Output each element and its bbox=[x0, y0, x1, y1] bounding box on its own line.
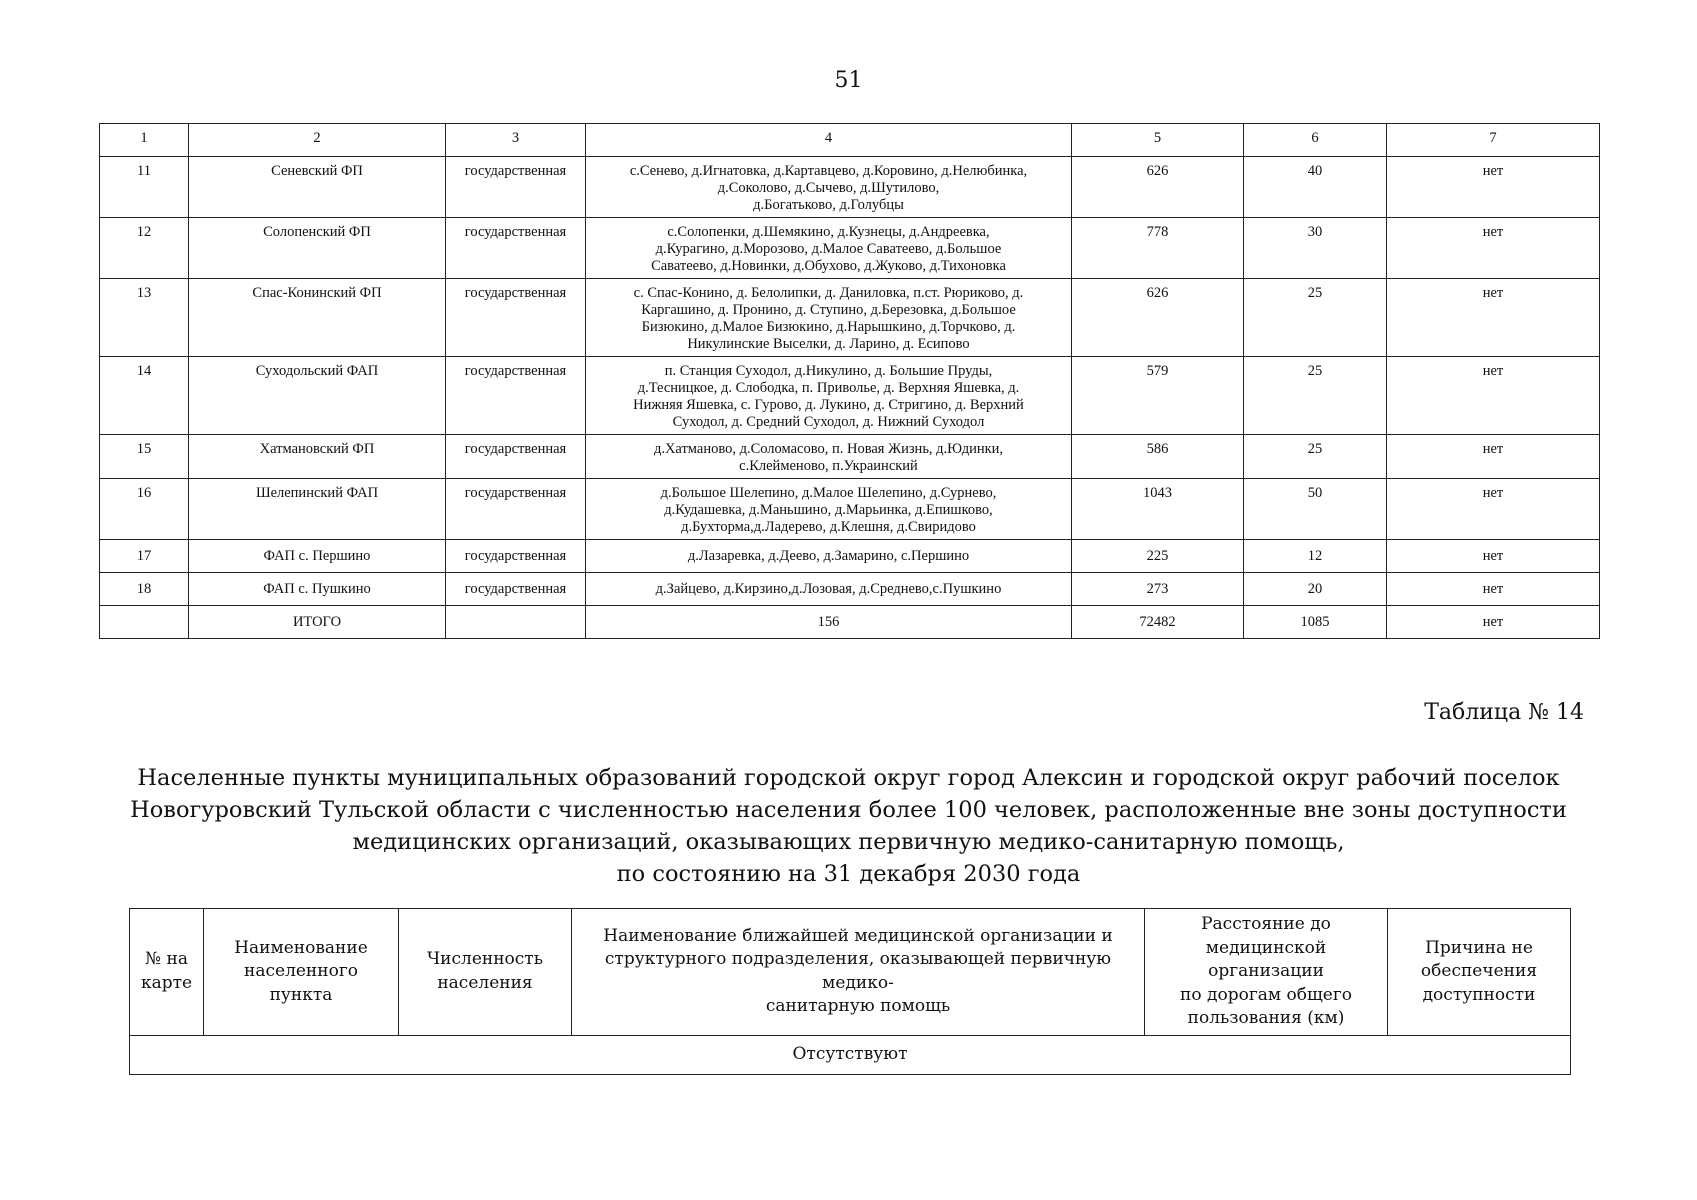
column-7-value: нет bbox=[1387, 573, 1600, 606]
column-5-value: 273 bbox=[1072, 573, 1244, 606]
settlements-line: с.Сенево, д.Игнатовка, д.Картавцево, д.Коровино, д.Нелюбинка, bbox=[629, 163, 1028, 179]
row-number: 15 bbox=[100, 435, 189, 479]
settlements-list bbox=[586, 435, 1072, 479]
settlements-line: Суходол, д. Средний Суходол, д. Нижний Суходол bbox=[672, 414, 985, 430]
facilities-table bbox=[99, 123, 1600, 639]
column-number: 2 bbox=[189, 124, 446, 157]
column-number: 4 bbox=[586, 124, 1072, 157]
settlements-line: п. Станция Суходол, д.Никулино, д. Большие Пруды, bbox=[664, 363, 993, 379]
header-distance: Расстояние до медицинской организации по дорогам общего пользования (км) bbox=[1145, 909, 1388, 1036]
column-7-value: нет bbox=[1387, 157, 1600, 218]
settlements-list bbox=[586, 218, 1072, 279]
table-row bbox=[100, 218, 1600, 279]
column-7-value: нет bbox=[1387, 357, 1600, 435]
column-7-value: нет bbox=[1387, 540, 1600, 573]
settlements-list bbox=[586, 357, 1072, 435]
settlements-line: д.Богатьково, д.Голубцы bbox=[753, 197, 904, 213]
column-5-value: 225 bbox=[1072, 540, 1244, 573]
ownership-type: государственная bbox=[446, 540, 586, 573]
settlements-list bbox=[586, 479, 1072, 540]
header-reason: Причина не обеспечения доступности bbox=[1388, 909, 1571, 1036]
total-row bbox=[100, 606, 1600, 639]
empty-row bbox=[130, 1035, 1571, 1074]
ownership-type: государственная bbox=[446, 218, 586, 279]
settlements-line: д.Зайцево, д.Кирзино,д.Лозовая, д.Среднево,с.Пушкино bbox=[655, 581, 1002, 597]
column-7-value: нет bbox=[1387, 435, 1600, 479]
column-5-value: 778 bbox=[1072, 218, 1244, 279]
column-number: 3 bbox=[446, 124, 586, 157]
column-6-value: 30 bbox=[1244, 218, 1387, 279]
column-5-value: 626 bbox=[1072, 279, 1244, 357]
column-number: 5 bbox=[1072, 124, 1244, 157]
column-7-value: нет bbox=[1387, 218, 1600, 279]
settlements-line: д.Курагино, д.Морозово, д.Малое Саватеево, д.Большое bbox=[655, 241, 1002, 257]
facility-name: Спас-Конинский ФП bbox=[189, 279, 446, 357]
ownership-type: государственная bbox=[446, 157, 586, 218]
total-column-7: нет bbox=[1387, 606, 1600, 639]
header-nearest-organization: Наименование ближайшей медицинской организации и структурного подразделения, оказывающей первичную медико- санитарную помощь bbox=[572, 909, 1145, 1036]
ownership-type: государственная bbox=[446, 357, 586, 435]
settlements-line: д.Кудашевка, д.Маньшино, д.Марьинка, д.Епишково, bbox=[664, 502, 993, 518]
column-5-value: 586 bbox=[1072, 435, 1244, 479]
settlements-line: Никулинские Выселки, д. Ларино, д. Есипово bbox=[687, 336, 970, 352]
header-settlement-name: Наименование населенного пункта bbox=[204, 909, 399, 1036]
column-number: 1 bbox=[100, 124, 189, 157]
settlements-line: д.Лазаревка, д.Деево, д.Замарино, с.Першино bbox=[687, 548, 970, 564]
section-title-line: по состоянию на 31 декабря 2030 года bbox=[616, 861, 1081, 887]
table-row bbox=[100, 540, 1600, 573]
header-map-number: № на карте bbox=[130, 909, 204, 1036]
row-number: 16 bbox=[100, 479, 189, 540]
empty-message: Отсутствуют bbox=[130, 1035, 1571, 1074]
settlements-list bbox=[586, 157, 1072, 218]
column-6-value: 25 bbox=[1244, 357, 1387, 435]
table-row bbox=[100, 435, 1600, 479]
table-number: Таблица № 14 bbox=[1424, 700, 1584, 725]
settlements-list bbox=[586, 573, 1072, 606]
settlements-line: с.Солопенки, д.Шемякино, д.Кузнецы, д.Андреевка, bbox=[667, 224, 990, 240]
total-empty-cell bbox=[100, 606, 189, 639]
inaccessible-settlements-table bbox=[129, 908, 1571, 1075]
settlements-line: с.Клейменово, п.Украинский bbox=[739, 458, 918, 474]
ownership-type: государственная bbox=[446, 573, 586, 606]
column-6-value: 25 bbox=[1244, 435, 1387, 479]
column-6-value: 40 bbox=[1244, 157, 1387, 218]
column-number: 7 bbox=[1387, 124, 1600, 157]
settlements-line: Нижняя Яшевка, с. Гурово, д. Лукино, д. Стригино, д. Верхний bbox=[633, 397, 1024, 413]
facility-name: ФАП с. Пушкино bbox=[189, 573, 446, 606]
settlements-line: Саватеево, д.Новинки, д.Обухово, д.Жуково, д.Тихоновка bbox=[651, 258, 1006, 274]
row-number: 14 bbox=[100, 357, 189, 435]
column-number: 6 bbox=[1244, 124, 1387, 157]
settlements-line: д.Бухторма,д.Ладерево, д.Клешня, д.Свиридово bbox=[681, 519, 976, 535]
section-title-line: медицинских организаций, оказывающих первичную медико-санитарную помощь, bbox=[352, 829, 1345, 855]
column-6-value: 12 bbox=[1244, 540, 1387, 573]
settlements-line: д.Хатманово, д.Соломасово, п. Новая Жизнь, д.Юдинки, bbox=[653, 441, 1004, 457]
column-6-value: 25 bbox=[1244, 279, 1387, 357]
column-5-value: 626 bbox=[1072, 157, 1244, 218]
facility-name: Суходольский ФАП bbox=[189, 357, 446, 435]
settlements-line: с. Спас-Конино, д. Белолипки, д. Даниловка, п.ст. Рюриково, д. bbox=[633, 285, 1024, 301]
row-number: 11 bbox=[100, 157, 189, 218]
column-7-value: нет bbox=[1387, 279, 1600, 357]
table-row bbox=[100, 279, 1600, 357]
column-7-value: нет bbox=[1387, 479, 1600, 540]
row-number: 13 bbox=[100, 279, 189, 357]
settlements-line: д.Тесницкое, д. Слободка, п. Приволье, д. Верхняя Яшевка, д. bbox=[637, 380, 1020, 396]
facility-name: Шелепинский ФАП bbox=[189, 479, 446, 540]
table-row bbox=[100, 357, 1600, 435]
page-number: 51 bbox=[834, 68, 863, 93]
settlements-line: Каргашино, д. Пронино, д. Ступино, д.Березовка, д.Большое bbox=[641, 302, 1016, 318]
ownership-type: государственная bbox=[446, 479, 586, 540]
facility-name: ФАП с. Першино bbox=[189, 540, 446, 573]
total-column-5: 72482 bbox=[1072, 606, 1244, 639]
header-population: Численность населения bbox=[399, 909, 572, 1036]
column-6-value: 50 bbox=[1244, 479, 1387, 540]
settlements-line: Бизюкино, д.Малое Бизюкино, д.Нарышкино, д.Торчково, д. bbox=[641, 319, 1016, 335]
row-number: 18 bbox=[100, 573, 189, 606]
total-label: ИТОГО bbox=[189, 606, 446, 639]
column-6-value: 20 bbox=[1244, 573, 1387, 606]
settlements-line: д.Соколово, д.Сычево, д.Шутилово, bbox=[717, 180, 940, 196]
table-row bbox=[100, 573, 1600, 606]
total-column-6: 1085 bbox=[1244, 606, 1387, 639]
total-empty-cell bbox=[446, 606, 586, 639]
ownership-type: государственная bbox=[446, 279, 586, 357]
facility-name: Сеневский ФП bbox=[189, 157, 446, 218]
total-column-4: 156 bbox=[586, 606, 1072, 639]
column-5-value: 1043 bbox=[1072, 479, 1244, 540]
facility-name: Хатмановский ФП bbox=[189, 435, 446, 479]
row-number: 12 bbox=[100, 218, 189, 279]
table-row bbox=[100, 157, 1600, 218]
ownership-type: государственная bbox=[446, 435, 586, 479]
table-row bbox=[100, 479, 1600, 540]
section-title bbox=[60, 762, 1637, 890]
section-title-line: Населенные пункты муниципальных образований городской округ город Алексин и городской округ рабочий поселок bbox=[137, 765, 1560, 791]
settlements-line: д.Большое Шелепино, д.Малое Шелепино, д.Сурнево, bbox=[660, 485, 997, 501]
section-title-line: Новогуровский Тульской области с численностью населения более 100 человек, расположенные вне зоны доступности bbox=[130, 797, 1567, 823]
row-number: 17 bbox=[100, 540, 189, 573]
settlements-list bbox=[586, 279, 1072, 357]
facility-name: Солопенский ФП bbox=[189, 218, 446, 279]
column-5-value: 579 bbox=[1072, 357, 1244, 435]
column-number-row bbox=[100, 124, 1600, 157]
settlements-list bbox=[586, 540, 1072, 573]
header-row bbox=[130, 909, 1571, 1036]
